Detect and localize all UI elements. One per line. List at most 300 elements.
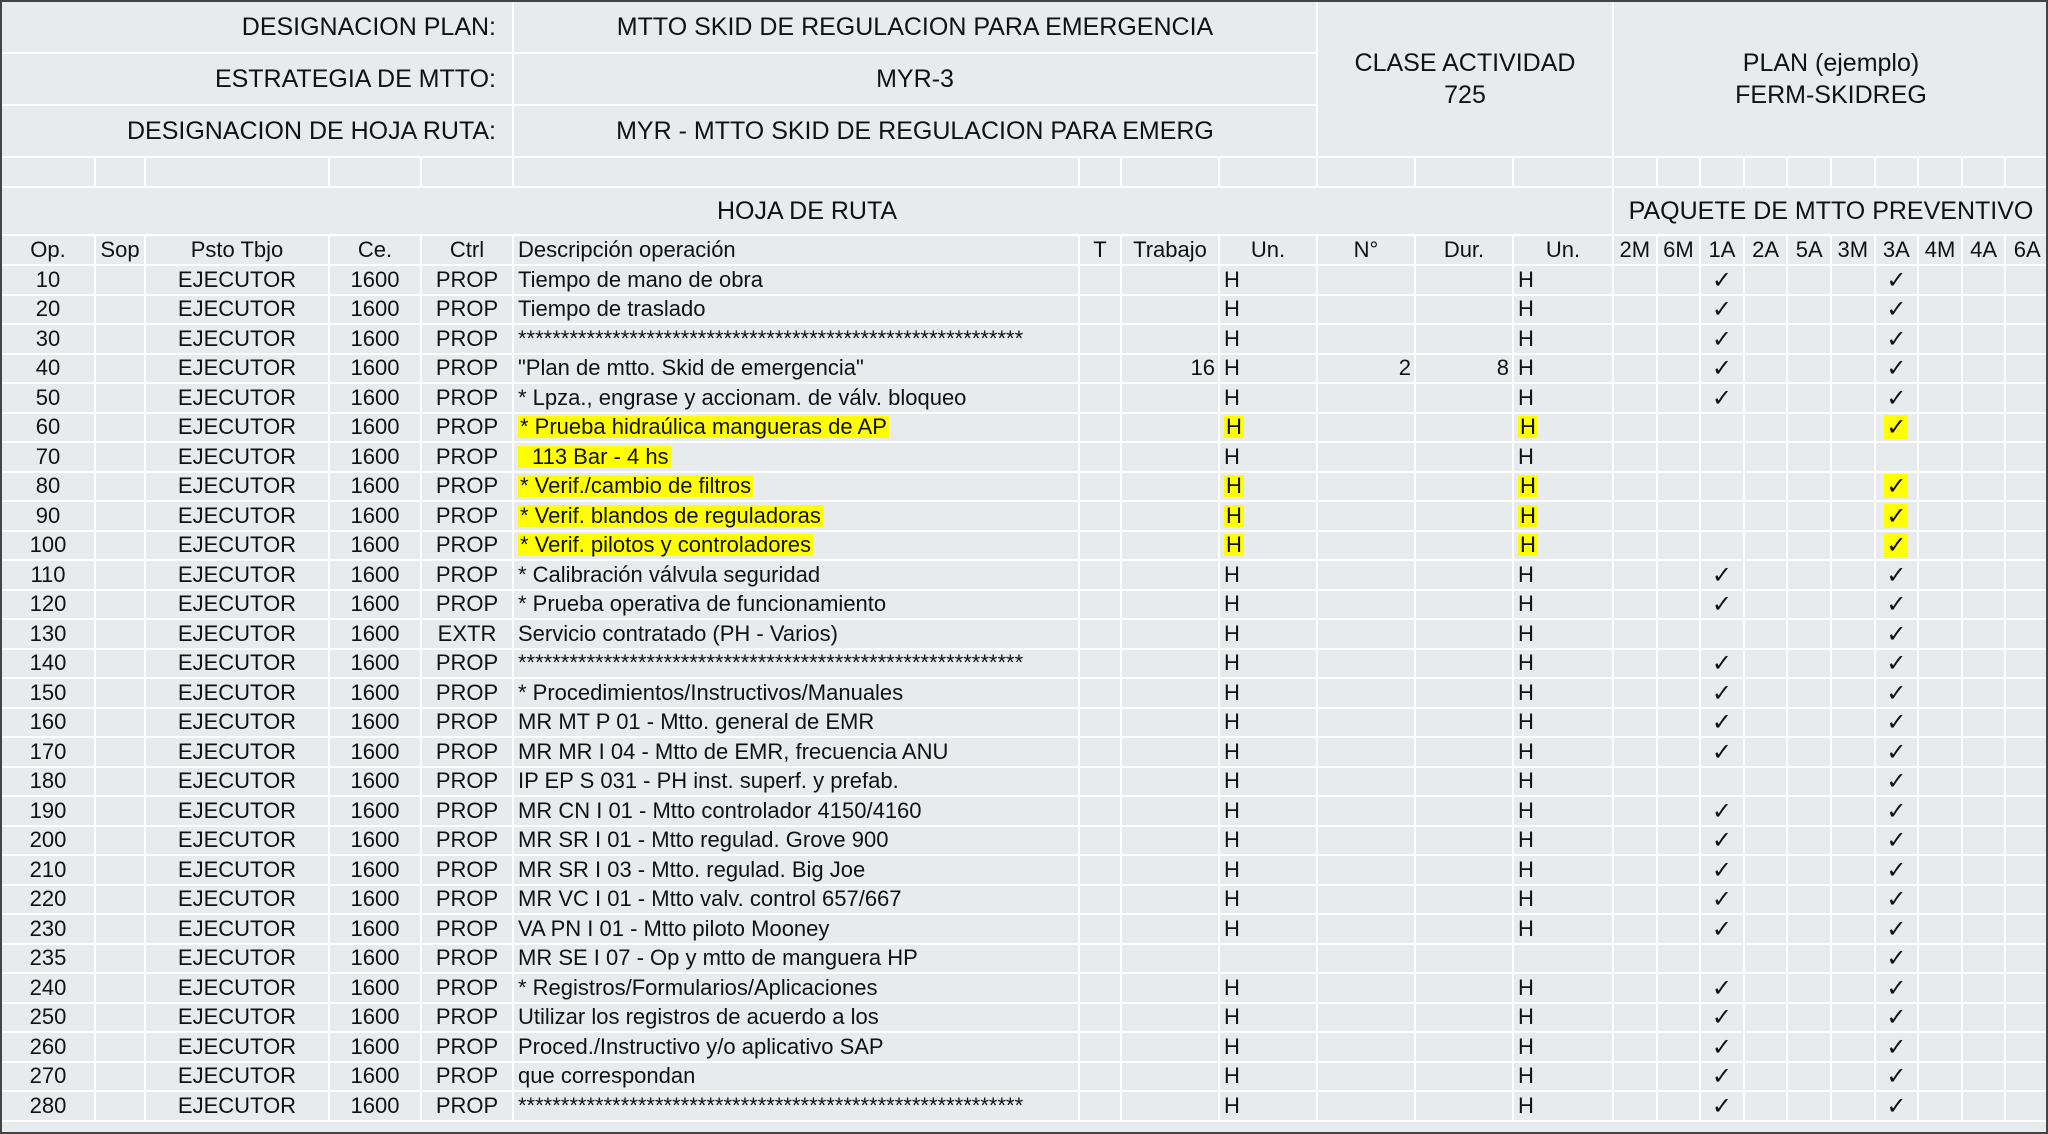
cell-period-6M [1658,1063,1702,1093]
cell-period-4M [1919,679,1963,709]
cell-text: H [1518,355,1534,381]
cell-period-3M [1832,945,1876,975]
cell-un1 [1220,709,1318,739]
cell-period-6A [2006,443,2048,473]
cell-period-2A [1745,532,1789,562]
cell-text: EJECUTOR [177,797,297,823]
cell-text: H [1518,827,1534,853]
cell-text: 1600 [350,1092,400,1118]
cell-period-6A [2006,827,2048,857]
cell-period-6A [2006,738,2048,768]
cell-ce [330,738,422,768]
cell-period-1A [1701,384,1745,414]
cell-psto [146,532,330,562]
cell-ce [330,650,422,680]
cell-text: H [1224,1063,1240,1089]
check-mark-icon: ✓ [1886,708,1907,737]
cell-n [1318,1004,1416,1034]
cell-n [1318,827,1416,857]
cell-period-2M [1614,325,1658,355]
cell-period-4M [1919,915,1963,945]
cell-period-3A [1876,709,1920,739]
cell-period-4M [1919,768,1963,798]
cell-period-4M [1919,1063,1963,1093]
cell-n [1318,414,1416,444]
cell-period-6A [2006,915,2048,945]
cell-text: * Verif./cambio de filtros [520,473,752,499]
cell-un1 [1220,502,1318,532]
cell-un2 [1514,679,1614,709]
cell-un2 [1514,561,1614,591]
cell-period-2M [1614,443,1658,473]
cell-un2 [1514,1004,1614,1034]
column-header-n: N° [1318,236,1416,266]
cell-text: PROP [435,532,499,558]
cell-period-4M [1919,1004,1963,1034]
cell-ctrl [422,1004,514,1034]
cell-period-1A [1701,1063,1745,1093]
cell-period-2M [1614,709,1658,739]
cell-ce [330,945,422,975]
cell-trabajo [1122,296,1220,326]
cell-period-6M [1658,827,1702,857]
column-header-ctrl: Ctrl [422,236,514,266]
cell-un1 [1220,532,1318,562]
cell-ce [330,502,422,532]
cell-period-3A [1876,945,1920,975]
cell-period-5A [1788,473,1832,503]
cell-dur [1416,561,1514,591]
cell-sop [96,709,146,739]
column-header-period: 1A [1701,236,1745,266]
cell-period-6A [2006,384,2048,414]
cell-text: EJECUTOR [177,1033,297,1059]
cell-period-6M [1658,679,1702,709]
cell-text: H [1518,620,1534,646]
cell-period-4A [1963,945,2007,975]
cell-ce [330,709,422,739]
plan-value: FERM-SKIDREG [1735,81,1927,109]
cell-period-6M [1658,709,1702,739]
cell-psto [146,738,330,768]
cell-period-6A [2006,591,2048,621]
cell-n [1318,443,1416,473]
cell-text: PROP [435,473,499,499]
cell-text: 130 [29,620,67,646]
cell-period-2A [1745,384,1789,414]
cell-period-2M [1614,886,1658,916]
cell-period-6A [2006,650,2048,680]
cell-n [1318,709,1416,739]
spacer-cell [1919,158,1963,188]
cell-text: 240 [29,974,67,1000]
cell-period-4A [1963,384,2007,414]
cell-period-3M [1832,1004,1876,1034]
cell-period-6M [1658,384,1702,414]
cell-period-3A [1876,1004,1920,1034]
cell-period-4M [1919,1033,1963,1063]
cell-period-2M [1614,1033,1658,1063]
cell-t [1080,797,1122,827]
cell-un1 [1220,1004,1318,1034]
cell-op [2,620,96,650]
cell-period-6A [2006,1092,2048,1122]
cell-text: 2 [1398,355,1411,381]
cell-period-2M [1614,532,1658,562]
column-header-period: 6M [1658,236,1702,266]
cell-text: 1600 [350,532,400,558]
cell-op [2,768,96,798]
cell-period-6A [2006,355,2048,385]
cell-period-1A [1701,1092,1745,1122]
cell-period-4M [1919,856,1963,886]
cell-period-6M [1658,856,1702,886]
cell-desc [514,384,1080,414]
column-header-period: 2M [1614,236,1658,266]
cell-period-5A [1788,561,1832,591]
cell-ctrl [422,502,514,532]
cell-period-4A [1963,1004,2007,1034]
cell-ce [330,856,422,886]
cell-period-5A [1788,502,1832,532]
check-mark-icon: ✓ [1886,354,1907,383]
cell-text: H [1520,532,1536,558]
cell-sop [96,1004,146,1034]
cell-period-3A [1876,1033,1920,1063]
cell-un2 [1514,384,1614,414]
spacer-cell [330,158,422,188]
cell-ctrl [422,945,514,975]
cell-period-1A [1701,473,1745,503]
cell-psto [146,1033,330,1063]
spacer-cell [2006,158,2048,188]
cell-desc [514,827,1080,857]
cell-period-4M [1919,355,1963,385]
cell-text: H [1224,443,1240,469]
cell-trabajo [1122,532,1220,562]
cell-period-2A [1745,620,1789,650]
cell-un2 [1514,620,1614,650]
cell-text: IP EP S 031 - PH inst. superf. y prefab. [518,768,899,794]
cell-text: Utilizar los registros de acuerdo a los [518,1004,879,1030]
cell-text: 120 [29,591,67,617]
cell-psto [146,827,330,857]
cell-period-6A [2006,620,2048,650]
cell-un2 [1514,974,1614,1004]
cell-period-5A [1788,886,1832,916]
cell-period-5A [1788,414,1832,444]
cell-period-2M [1614,266,1658,296]
cell-trabajo [1122,414,1220,444]
cell-period-4M [1919,620,1963,650]
cell-period-2A [1745,591,1789,621]
cell-op [2,1004,96,1034]
cell-period-2M [1614,974,1658,1004]
cell-period-4A [1963,443,2007,473]
cell-trabajo [1122,1033,1220,1063]
cell-period-2A [1745,738,1789,768]
cell-period-4M [1919,797,1963,827]
cell-op [2,709,96,739]
cell-period-6M [1658,355,1702,385]
cell-dur [1416,974,1514,1004]
cell-text: PROP [435,856,499,882]
cell-op [2,797,96,827]
cell-period-6A [2006,768,2048,798]
cell-text: 1600 [350,797,400,823]
cell-period-5A [1788,1063,1832,1093]
cell-text: H [1520,414,1536,440]
cell-period-4M [1919,886,1963,916]
cell-text: * Verif. pilotos y controladores [520,532,812,558]
cell-trabajo [1122,827,1220,857]
spacer-cell [422,158,514,188]
cell-period-4M [1919,650,1963,680]
cell-sop [96,974,146,1004]
cell-n [1318,620,1416,650]
cell-text: H [1224,355,1240,381]
cell-psto [146,384,330,414]
cell-period-6A [2006,886,2048,916]
cell-period-1A [1701,709,1745,739]
cell-period-4A [1963,1092,2007,1122]
check-mark-icon: ✓ [1711,590,1733,619]
cell-trabajo [1122,561,1220,591]
cell-ctrl [422,414,514,444]
cell-text: * Prueba operativa de funcionamiento [518,591,887,617]
column-header-desc: Descripción operación [514,236,1080,266]
cell-text: H [1518,1092,1534,1118]
cell-period-6A [2006,473,2048,503]
cell-trabajo [1122,502,1220,532]
cell-text: 100 [29,532,67,558]
cell-period-6A [2006,266,2048,296]
cell-op [2,915,96,945]
cell-desc [514,709,1080,739]
cell-period-3A [1876,355,1920,385]
cell-un1 [1220,1092,1318,1122]
cell-period-2A [1745,473,1789,503]
cell-period-2A [1745,974,1789,1004]
cell-psto [146,1092,330,1122]
check-mark-icon: ✓ [1711,266,1733,294]
cell-text: 250 [29,1004,67,1030]
cell-psto [146,709,330,739]
cell-period-6A [2006,974,2048,1004]
check-mark-icon: ✓ [1886,679,1907,707]
cell-period-5A [1788,915,1832,945]
cell-period-6M [1658,650,1702,680]
cell-n [1318,915,1416,945]
cell-period-3M [1832,473,1876,503]
cell-desc [514,266,1080,296]
cell-desc [514,502,1080,532]
cell-ce [330,296,422,326]
column-header-un2: Un. [1514,236,1614,266]
cell-text: EJECUTOR [177,915,297,941]
cell-trabajo [1122,325,1220,355]
cell-period-4M [1919,502,1963,532]
cell-text: H [1518,915,1534,941]
cell-text: 16 [1190,355,1215,381]
cell-text: H [1224,974,1240,1000]
cell-period-4A [1963,856,2007,886]
cell-period-6M [1658,738,1702,768]
cell-period-2A [1745,502,1789,532]
cell-period-2A [1745,709,1789,739]
cell-t [1080,650,1122,680]
cell-period-1A [1701,886,1745,916]
column-header-un1: Un. [1220,236,1318,266]
cell-period-1A [1701,620,1745,650]
cell-op [2,886,96,916]
cell-period-3A [1876,856,1920,886]
cell-text: H [1224,886,1240,912]
cell-period-5A [1788,797,1832,827]
cell-period-2M [1614,915,1658,945]
cell-text: H [1226,414,1242,440]
check-mark-icon: ✓ [1886,590,1907,619]
cell-period-4M [1919,709,1963,739]
cell-text: 1600 [350,827,400,853]
hoja-ruta-value: MYR - MTTO SKID DE REGULACION PARA EMERG [514,106,1318,158]
cell-un1 [1220,1063,1318,1093]
cell-psto [146,856,330,886]
cell-period-2A [1745,679,1789,709]
cell-op [2,532,96,562]
column-header-period: 4M [1919,236,1963,266]
cell-period-1A [1701,443,1745,473]
cell-period-6M [1658,414,1702,444]
cell-desc [514,1033,1080,1063]
cell-desc [514,1004,1080,1034]
cell-trabajo [1122,473,1220,503]
designacion-plan-label: DESIGNACION PLAN: [2,2,514,54]
cell-text: 40 [35,355,61,381]
cell-t [1080,945,1122,975]
cell-period-3A [1876,384,1920,414]
cell-ce [330,355,422,385]
cell-text: EJECUTOR [177,502,297,528]
cell-ce [330,443,422,473]
check-mark-icon: ✓ [1886,384,1907,412]
cell-un1 [1220,591,1318,621]
cell-sop [96,679,146,709]
cell-period-3M [1832,709,1876,739]
cell-text: * Verif. blandos de reguladoras [520,502,821,528]
cell-period-3M [1832,414,1876,444]
cell-ce [330,473,422,503]
cell-period-3M [1832,856,1876,886]
cell-text: PROP [435,502,499,528]
cell-period-2A [1745,650,1789,680]
cell-sop [96,532,146,562]
cell-t [1080,915,1122,945]
cell-period-5A [1788,591,1832,621]
cell-text: PROP [435,325,499,351]
cell-text: H [1224,591,1240,617]
cell-period-5A [1788,768,1832,798]
cell-un2 [1514,1063,1614,1093]
cell-un1 [1220,325,1318,355]
cell-period-3M [1832,768,1876,798]
cell-dur [1416,591,1514,621]
cell-t [1080,827,1122,857]
cell-text: * Calibración válvula seguridad [518,561,821,587]
cell-period-1A [1701,650,1745,680]
cell-period-3M [1832,355,1876,385]
cell-text: H [1224,738,1240,764]
cell-psto [146,473,330,503]
cell-text: 50 [35,384,61,410]
cell-t [1080,296,1122,326]
cell-period-1A [1701,974,1745,1004]
cell-text: 160 [29,709,67,735]
cell-text: 1600 [350,296,400,322]
cell-text: H [1224,620,1240,646]
cell-text: H [1518,1033,1534,1059]
cell-period-2A [1745,443,1789,473]
cell-text: EJECUTOR [177,886,297,912]
spacer-cell [1416,158,1514,188]
cell-period-3M [1832,650,1876,680]
cell-desc [514,915,1080,945]
cell-period-2M [1614,827,1658,857]
cell-psto [146,620,330,650]
cell-text: PROP [435,296,499,322]
cell-period-4M [1919,738,1963,768]
cell-sop [96,1033,146,1063]
cell-period-4M [1919,827,1963,857]
cell-t [1080,266,1122,296]
cell-period-4A [1963,1063,2007,1093]
check-mark-icon: ✓ [1711,915,1733,943]
cell-ctrl [422,856,514,886]
cell-t [1080,709,1122,739]
cell-text: "Plan de mtto. Skid de emergencia" [518,355,864,381]
column-header-trabajo: Trabajo [1122,236,1220,266]
cell-text: 1600 [350,886,400,912]
cell-period-3A [1876,532,1920,562]
check-mark-icon: ✓ [1711,1092,1733,1120]
cell-period-1A [1701,266,1745,296]
cell-period-3A [1876,768,1920,798]
cell-text: H [1518,266,1534,292]
cell-period-5A [1788,856,1832,886]
cell-period-5A [1788,325,1832,355]
cell-psto [146,679,330,709]
cell-ctrl [422,620,514,650]
designacion-plan-value: MTTO SKID DE REGULACION PARA EMERGENCIA [514,2,1318,54]
cell-ctrl [422,915,514,945]
cell-un2 [1514,1092,1614,1122]
check-mark-icon: ✓ [1711,856,1733,884]
cell-period-5A [1788,443,1832,473]
cell-text: PROP [435,797,499,823]
cell-op [2,738,96,768]
cell-period-4M [1919,1092,1963,1122]
cell-text: 1600 [350,325,400,351]
cell-ctrl [422,443,514,473]
cell-op [2,945,96,975]
cell-period-6A [2006,679,2048,709]
cell-trabajo [1122,591,1220,621]
cell-period-4A [1963,266,2007,296]
cell-ce [330,561,422,591]
cell-text: 1600 [350,974,400,1000]
check-mark-icon: ✓ [1886,413,1907,442]
check-mark-icon: ✓ [1886,620,1907,648]
